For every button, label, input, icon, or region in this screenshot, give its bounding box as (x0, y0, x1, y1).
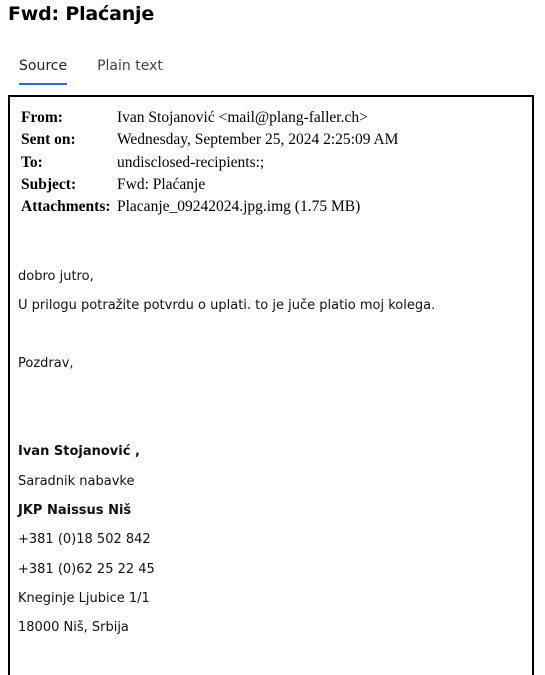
message-frame (8, 95, 534, 675)
page-title: Fwd: Plaćanje (8, 3, 155, 25)
signature-name: Ivan Stojanović , (18, 444, 140, 459)
from-value: Ivan Stojanović <mail@plang-faller.ch> (117, 109, 368, 126)
signature-phone-1: +381 (0)18 502 842 (18, 532, 151, 547)
message-text: U prilogu potražite potvrdu o uplati. to je juče platio moj kolega. (18, 298, 436, 313)
message-header (21, 107, 398, 218)
signature-title: Saradnik nabavke (18, 474, 135, 489)
greeting-text: dobro jutro, (18, 269, 94, 284)
subject-value: Fwd: Plaćanje (117, 175, 206, 193)
header-row-sent (21, 129, 398, 151)
from-label: From: (21, 109, 63, 126)
signature-address: Kneginje Ljubice 1/1 (18, 591, 150, 606)
view-tabs (19, 58, 193, 85)
signature-phone-2: +381 (0)62 25 22 45 (18, 562, 155, 577)
header-row-attachments (21, 196, 398, 218)
header-row-subject (21, 174, 398, 196)
to-label: To: (21, 153, 43, 171)
to-value: undisclosed-recipients:; (117, 153, 265, 171)
header-row-to (21, 152, 398, 174)
sent-value: Wednesday, September 25, 2024 2:25:09 AM (117, 131, 399, 149)
tab-source[interactable]: Source (19, 58, 67, 85)
closing-text: Pozdrav, (18, 356, 74, 371)
sent-label: Sent on: (21, 131, 76, 149)
tab-plain-text[interactable]: Plain text (97, 58, 163, 74)
subject-label: Subject: (21, 175, 77, 193)
signature-city: 18000 Niš, Srbija (18, 620, 129, 635)
header-row-from (21, 107, 398, 129)
attachments-value[interactable]: Placanje_09242024.jpg.img (1.75 MB) (117, 198, 361, 216)
signature-company: JKP Naissus Niš (18, 503, 132, 518)
attachments-label: Attachments: (21, 198, 111, 216)
